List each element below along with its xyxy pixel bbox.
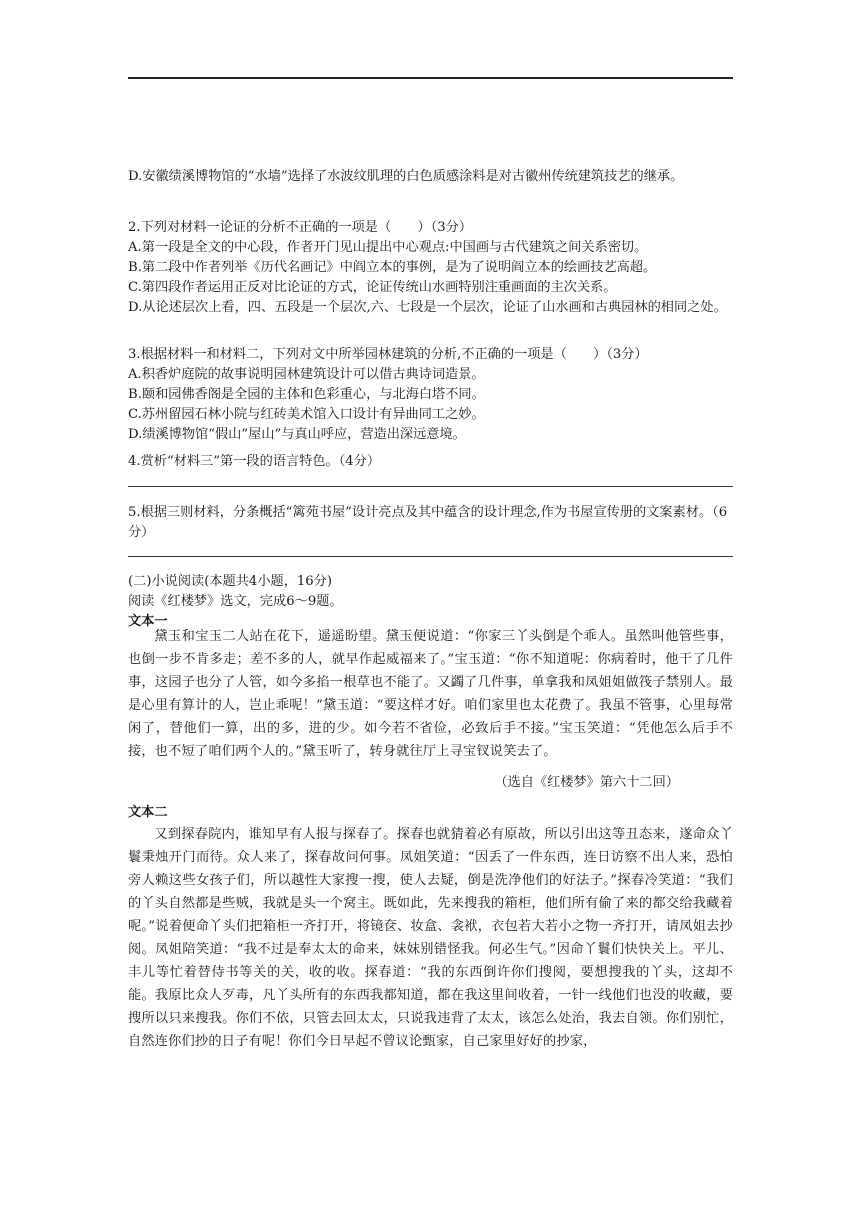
section-2-title: (二)小说阅读(本题共4小题，16分) [128, 574, 332, 589]
text1-body [128, 625, 733, 763]
answer-line-q5 [128, 556, 733, 557]
section-2-header [128, 572, 733, 632]
option-d-previous [128, 167, 733, 187]
text2-label-wrap [128, 803, 733, 823]
text1-source-wrap [128, 773, 733, 793]
answer-line-q4 [128, 486, 733, 487]
q3-option-c: C.苏州留园石林小院与红砖美术馆入口设计有异曲同工之妙。 [128, 407, 485, 422]
section-2-instruction: 阅读《红楼梦》选文，完成6～9题。 [128, 594, 343, 609]
question-4 [128, 452, 733, 472]
text2-paragraph: 又到探春院内，谁知早有人报与探春了。探春也就猜着必有原故，所以引出这等丑态来，遂命众丫鬟秉烛开门而待。众人来了，探春故问何事。凤姐笑道：“因丢了一件东西，连日访察不出人来，恐怕旁人赖这些女孩子们，所以越性大家搜一搜，使人去疑，倒是洗净他们的好法子。”探春冷笑道：“我们的丫头自然都是些贼，我就是头一个窝主。既如此，先来搜我的箱柜，他们所有偷了来的都交给我藏着呢。”说着便命丫头们把箱柜一齐打开，将镜奁、妆盒、衾袱，衣包若大若小之物一齐打开，请凤姐去抄阅。凤姐陪笑道：“我不过是奉太太的命来，妹妹别错怪我。何必生气。”因命丫鬟们快快关上。平儿、丰儿等忙着替侍书等关的关，收的收。探春道：“我的东西倒许你们搜阅，要想搜我的丫头，这却不能。我原比众人歹毒，凡丫头所有的东西我都知道，都在我这里间收着，一针一线他们也没的收藏，要搜所以只来搜我。你们不依，只管去回太太，只说我违背了太太，该怎么处治，我去自领。你们别忙，自然连你们抄的日子有呢！你们今日早起不曾议论甄家，自己家里好好的抄家， [128, 827, 733, 1049]
q2-option-c: C.第四段作者运用正反对比论证的方式，论证传统山水画特别注重画面的主次关系。 [128, 280, 617, 295]
q3-stem: 3.根据材料一和材料二，下列对文中所举园林建筑的分析,不正确的一项是（ ）（3分） [128, 347, 648, 362]
q2-stem: 2.下列对材料一论证的分析不正确的一项是（ ）（3分） [128, 220, 473, 235]
text1-source: （选自《红楼梦》第六十二回） [494, 775, 679, 790]
question-5 [128, 503, 733, 543]
q3-option-a: A.积香炉庭院的故事说明园林建筑设计可以借古典诗词造景。 [128, 367, 485, 382]
q4-stem: 4.赏析“材料三”第一段的语言特色。（4分） [128, 454, 381, 469]
q2-option-d: D.从论述层次上看，四、五段是一个层次,六、七段是一个层次，论证了山水画和古典园林的相同之处。 [128, 300, 727, 315]
question-2 [128, 218, 733, 318]
q3-option-b: B.颐和园佛香阁是全园的主体和色彩重心，与北海白塔不同。 [128, 387, 485, 402]
text1-paragraph: 黛玉和宝玉二人站在花下，遥遥盼望。黛玉便说道：“你家三丫头倒是个乖人。虽然叫他管些事，也倒一步不肯多走；差不多的人，就早作起威福来了。”宝玉道：“你不知道呢：你病着时，他干了几件事，这园子也分了人管，如今多掐一根草也不能了。又蠲了几件事，单拿我和凤姐姐做筏子禁别人。最是心里有算计的人，岂止乖呢！”黛玉道：“要这样才好。咱们家里也太花费了。我虽不管事，心里每常闲了，替他们一算，出的多，进的少。如今若不省俭，必致后手不接。”宝玉笑道：“凭他怎么后手不接，也不短了咱们两个人的。”黛玉听了，转身就往厅上寻宝钗说笑去了。 [128, 629, 733, 759]
text2-body [128, 823, 733, 1053]
header-rule [128, 77, 733, 79]
q5-stem: 5.根据三则材料，分条概括“篱苑书屋”设计亮点及其中蕴含的设计理念,作为书屋宣传册的文案素材。（6分） [128, 505, 728, 540]
text1-label: 文本一 [128, 614, 168, 629]
q2-option-b: B.第二段中作者列举《历代名画记》中阎立本的事例，是为了说明阎立本的绘画技艺高超。 [128, 260, 657, 275]
question-3 [128, 345, 733, 445]
text2-label: 文本二 [128, 805, 168, 820]
q2-option-a: A.第一段是全文的中心段，作者开门见山提出中心观点:中国画与古代建筑之间关系密切。 [128, 240, 648, 255]
option-d-text: D.安徽绩溪博物馆的“水墙”选择了水波纹肌理的白色质感涂料是对古徽州传统建筑技艺的继承。 [128, 169, 684, 184]
q3-option-d: D.绩溪博物馆“假山”屋山”与真山呼应，营造出深远意境。 [128, 427, 466, 442]
